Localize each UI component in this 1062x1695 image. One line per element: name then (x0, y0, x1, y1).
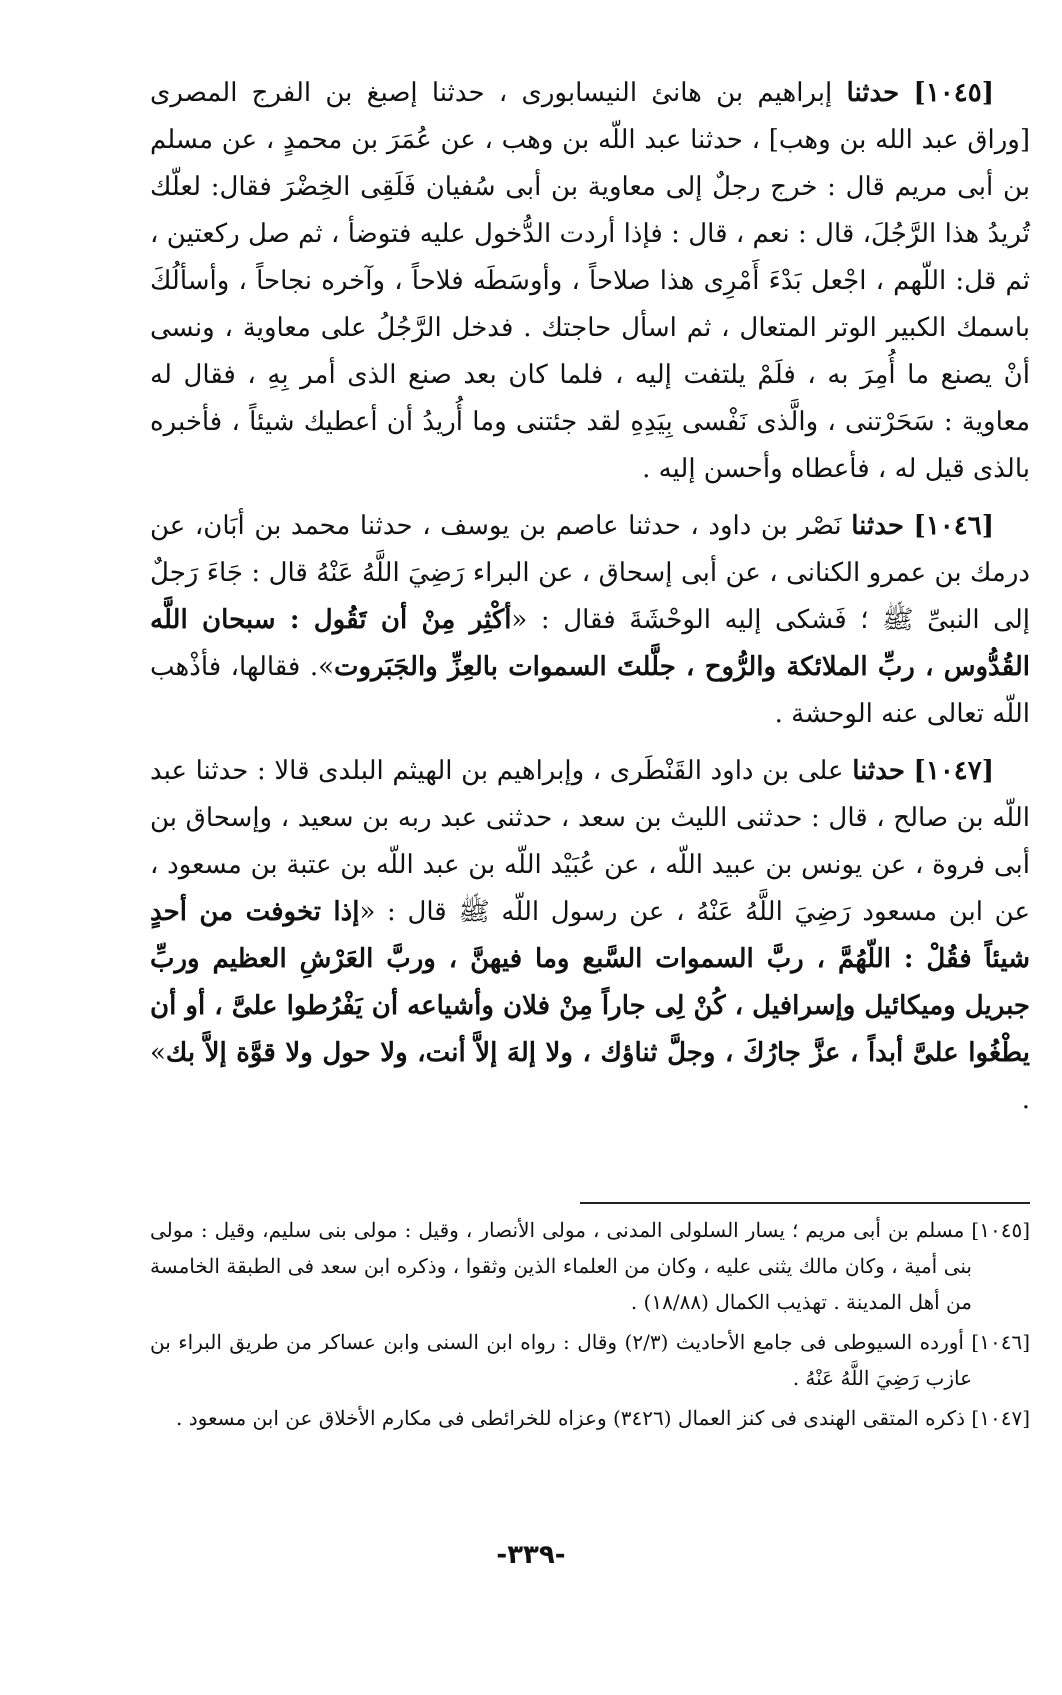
hadith-text: إبراهيم بن هانئ النيسابورى ، حدثنا إصبغ بن الفرج المصرى [وراق عبد الله بن وهب] ، حدثنا عبد اللّه بن وهب ، عن عُمَرَ بن محمدٍ ، عن مسلم بن أبى مريم قال : خرج رجلٌ إلى معاوية بن أبى سُفيان فَلَقِى الخِضْرَ فقال: لعلّك تُريدُ هذا الرَّجُلَ، قال : نعم ، قال : فإذا أردت الدُّخول عليه فتوضأ ، ثم صل ركعتين ، ثم قل: اللّهم ، اجْعل بَدْءَ أَمْرِى هذا صلاحاً ، وأوسَطَه فلاحاً ، وآخره نجاحاً ، وأسألُكَ باسمك الكبير الوتر المتعال ، ثم اسأل حاجتك . فدخل الرَّجُلُ على معاوية ، ونسى أنْ يصنع ما أُمِرَ به ، فلَمْ يلتفت إليه ، فلما كان بعد صنع الذى أمر بِهِ ، فقال له معاوية : سَحَرْتنى ، والَّذى نَفْسى بِيَدِهِ لقد جئتنى وما أُريدُ أن أعطيك شيئاً ، فأخبره بالذى قيل له ، فأعطاه وأحسن إليه . (150, 78, 1030, 484)
hadith-text: نَصْر بن داود ، حدثنا عاصم بن يوسف ، حدثنا محمد بن أبَان، عن درمك بن عمرو الكنانى ، عن أبى إسحاق ، عن البراء رَضِيَ اللَّهُ عَنْهُ قال : جَاءَ رَجلٌ إلى النبىِّ ﷺ ؛ فَشكى إليه الوحْشَةَ فقال : « (150, 511, 1030, 635)
footnote-text: ذكره المتقى الهندى فى كنز العمال (٣٤٢٦) وعزاه للخرائطى فى مكارم الأخلاق عن ابن مسعود . (176, 1406, 966, 1430)
page-number: -٣٣٩- (496, 1540, 566, 1570)
hadith-1045 (150, 70, 1030, 493)
footnote-number: [١٠٤٦] (971, 1330, 1031, 1354)
footnote-separator (580, 1202, 1030, 1204)
hadith-1047 (150, 748, 1030, 1124)
footnotes (150, 1212, 1030, 1440)
hadith-text: على بن داود القَنْطَرى ، وإبراهيم بن الهيثم البلدى قالا : حدثنا عبد اللّه بن صالح ، قال : حدثنى الليث بن سعد ، حدثنى عبد ربه بن سعيد ، وإسحاق بن أبى فروة ، عن يونس بن عبيد اللّه ، عن عُبَيْد اللّه بن عبد اللّه بن عتبة بن مسعود ، عن ابن مسعود رَضِيَ اللَّهُ عَنْهُ ، عن رسول اللّه ﷺ قال : « (150, 756, 1030, 927)
hadith-number: [١٠٤٧] (913, 756, 995, 786)
hadith-number: [١٠٤٥] (913, 78, 995, 108)
hadith-opening: حدثنا (852, 756, 905, 786)
footnote-number: [١٠٤٥] (971, 1218, 1030, 1242)
hadith-opening: حدثنا (846, 78, 900, 108)
footnote-1045 (150, 1212, 1030, 1320)
hadith-tail: » . (150, 1038, 1030, 1115)
footnote-1047 (150, 1400, 1030, 1436)
main-text (150, 70, 1030, 1134)
hadith-prophetic-text: إذا تخوفت من أحدٍ شيئاً فقُلْ : اللّهُمَّ ، ربَّ السموات السَّبع وما فيهنَّ ، وربَّ العَرْشِ العظيم وربِّ جبريل وميكائيل وإسرافيل ، كُنْ لِى جاراً مِنْ فلان وأشياعه أن يَفْرُطوا علىَّ ، أو أن يطْغُوا علىَّ أبداً ، عزَّ جارُكَ ، وجلَّ ثناؤك ، ولا إلهَ إلاَّ أنت، ولا حول ولا قوَّة إلاَّ بك (150, 897, 1030, 1068)
footnote-number: [١٠٤٧] (971, 1406, 1030, 1430)
footnote-text: أورده السيوطى فى جامع الأحاديث (٢/٣) وقال : رواه ابن السنى وابن عساكر من طريق البراء بن عازب رَضِيَ اللَّهُ عَنْهُ . (150, 1330, 972, 1390)
hadith-opening: حدثنا (851, 511, 904, 541)
footnote-1046 (150, 1324, 1030, 1396)
hadith-number: [١٠٤٦] (913, 511, 994, 541)
footnote-text: مسلم بن أبى مريم ؛ يسار السلولى المدنى ، مولى الأنصار ، وقيل : مولى بنى سليم، وقيل : مولى بنى أمية ، وكان مالك يثنى عليه ، وكان من العلماء الذين وثقوا ، وذكره ابن سعد فى الطبقة الخامسة من أهل المدينة . تهذيب الكمال (١٨/٨٨) . (150, 1218, 972, 1314)
hadith-1046 (150, 503, 1030, 738)
hadith-prophetic-text: أكْثِر مِنْ أن تَقُول : سبحان اللَّه القُدُّوس ، ربِّ الملائكة والرُّوح ، جلَّلتَ السموات بالعِزِّ والجَبَروت (150, 605, 1030, 682)
hadith-tail: ». فقالها، فأذْهب اللّه تعالى عنه الوحشة . (150, 652, 1030, 729)
